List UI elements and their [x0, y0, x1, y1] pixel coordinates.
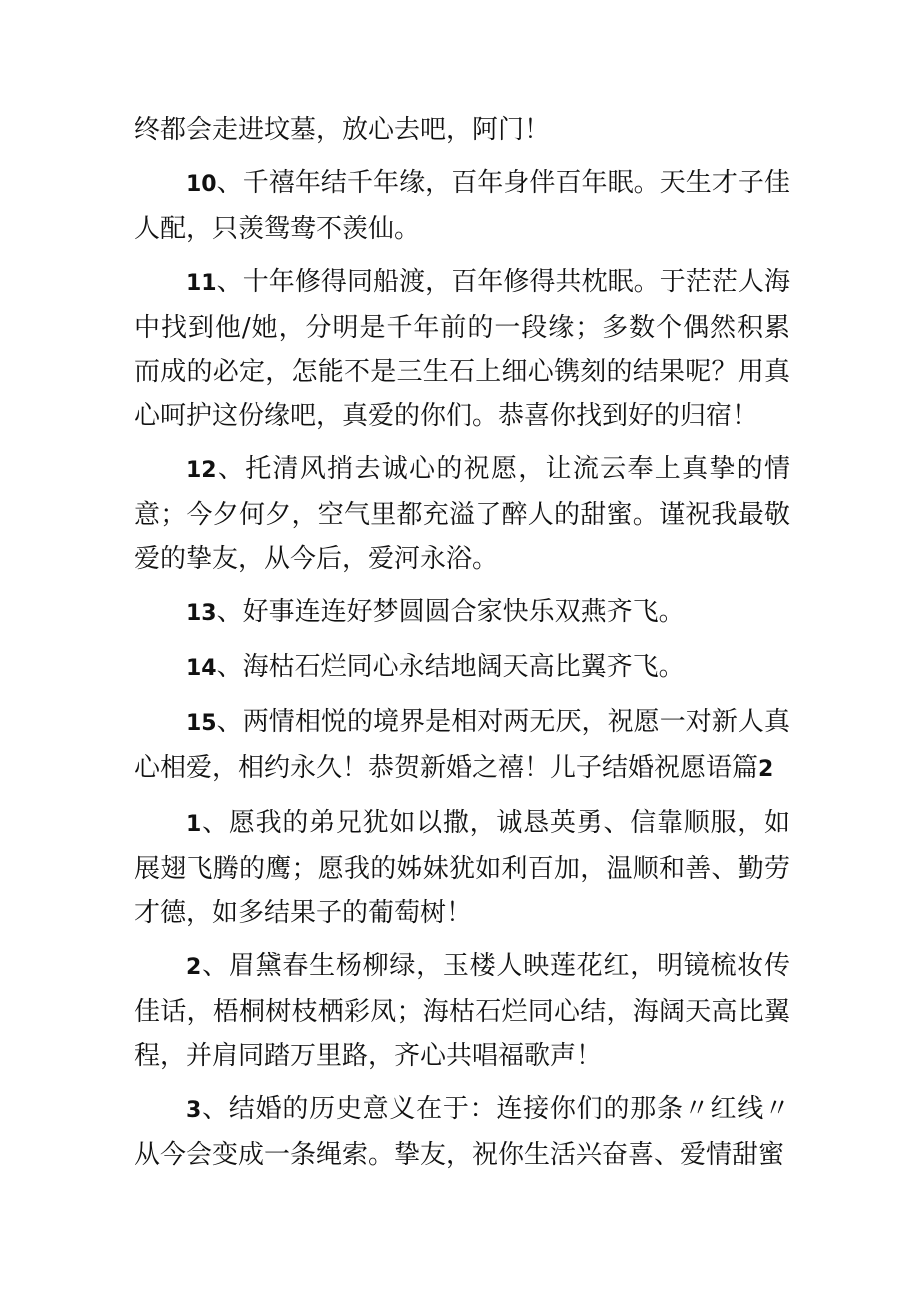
- section-number: 2: [758, 757, 774, 782]
- paragraph-text: 、好事连连好梦圆圆合家快乐双燕齐飞。: [216, 597, 685, 627]
- item-number: 11: [186, 271, 217, 296]
- paragraph-continuation: [134, 108, 790, 152]
- item-number: 2: [186, 955, 202, 980]
- item-number: 14: [186, 656, 217, 681]
- paragraph-10: [134, 161, 790, 251]
- item-number: 13: [186, 601, 217, 626]
- paragraph-15: [134, 700, 790, 792]
- paragraph-text: 、十年修得同船渡，百年修得共枕眠。于茫茫人海中找到他/她，分明是千年前的一段缘；多数个偶然积累而成的必定，怎能不是三生石上细心镌刻的结果呢？用真心呵护这份缘吧，真爱的你们。恭喜你找到好的归宿！: [134, 267, 790, 431]
- paragraph-14: [134, 645, 790, 691]
- document-page: [134, 108, 790, 1186]
- paragraph-text: 终都会走进坟墓，放心去吧，阿门！: [134, 115, 551, 145]
- paragraph-text: 、千禧年结千年缘，百年身伴百年眠。天生才子佳人配，只羡鸳鸯不羡仙。: [134, 168, 790, 244]
- paragraph-13: [134, 590, 790, 636]
- item-number: 15: [186, 711, 217, 736]
- paragraph-text: 、结婚的历史意义在于：连接你们的那条〃红线〃从今会变成一条绳索。挚友，祝你生活兴奋喜、爱情甜蜜: [134, 1094, 790, 1170]
- paragraph-text: 、托清风捎去诚心的祝愿，让流云奉上真挚的情意；今夕何夕，空气里都充溢了醉人的甜蜜。谨祝我最敬爱的挚友，从今后，爱河永浴。: [134, 454, 790, 574]
- item-number: 10: [186, 172, 217, 197]
- paragraph-2: [134, 944, 790, 1078]
- item-number: 1: [186, 812, 202, 837]
- paragraph-text: 、愿我的弟兄犹如以撒，诚恳英勇、信靠顺服，如展翅飞腾的鹰；愿我的姊妹犹如利百加，温顺和善、勤劳才德，如多结果子的葡萄树！: [134, 808, 790, 928]
- item-number: 3: [186, 1098, 202, 1123]
- paragraph-12: [134, 447, 790, 581]
- paragraph-text: 、海枯石烂同心永结地阔天高比翼齐飞。: [216, 652, 685, 682]
- item-number: 12: [186, 458, 217, 483]
- paragraph-1: [134, 801, 790, 935]
- paragraph-text: 、两情相悦的境界是相对两无厌，祝愿一对新人真心相爱，相约永久！恭贺新婚之禧！儿子结婚祝愿语篇: [134, 707, 790, 783]
- paragraph-3: [134, 1087, 790, 1177]
- paragraph-11: [134, 260, 790, 438]
- paragraph-text: 、眉黛春生杨柳绿，玉楼人映莲花红，明镜梳妆传佳话，梧桐树枝栖彩凤；海枯石烂同心结，海阔天高比翼程，并肩同踏万里路，齐心共唱福歌声！: [134, 951, 790, 1071]
